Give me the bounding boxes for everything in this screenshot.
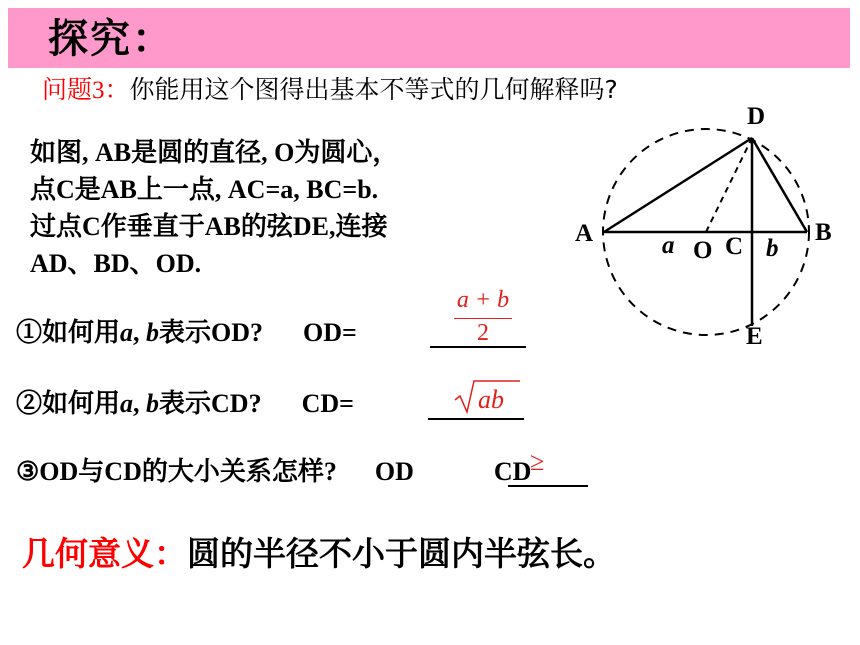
label-b-length: b	[766, 235, 779, 262]
answer-1-fraction	[448, 286, 518, 356]
question-text: 你能用这个图得出基本不等式的几何解释吗?	[129, 75, 618, 104]
cd-lhs: CD=	[301, 389, 354, 418]
answer-blank-2[interactable]	[428, 418, 524, 420]
geometric-meaning-label: 几何意义：	[22, 534, 187, 573]
answer-blank-3[interactable]	[508, 485, 588, 487]
label-o: O	[693, 237, 713, 264]
sub-question-1: ①如何用a, b表示OD? OD=	[16, 318, 357, 347]
label-b: B	[815, 219, 832, 246]
label-e: E	[746, 323, 763, 350]
geometric-meaning	[22, 532, 616, 576]
sub-question-2: ②如何用a, b表示CD? CD=	[16, 389, 354, 418]
problem-statement	[30, 134, 550, 282]
title-banner	[8, 8, 850, 68]
question-3	[42, 72, 618, 109]
label-d: D	[747, 103, 766, 130]
label-a-length: a	[662, 232, 675, 259]
segment-ad	[604, 138, 752, 232]
label-c: C	[725, 233, 744, 260]
geometric-meaning-text: 圆的半径不小于圆内半弦长。	[187, 534, 616, 573]
circle-diagram	[560, 100, 855, 350]
page-title: 探究：	[48, 16, 174, 62]
answer-3: ≥	[530, 447, 545, 476]
label-a: A	[575, 220, 594, 247]
od-lhs: OD=	[303, 318, 357, 347]
question-label: 问题3：	[42, 75, 130, 104]
answer-1-numerator: a + b	[456, 287, 510, 313]
statement-line-1: 如图, AB是圆的直径, O为圆心，	[30, 138, 399, 167]
answer-1-denominator: 2	[477, 320, 489, 346]
statement-line-3: 过点C作垂直于AB的弦DE,连接	[30, 212, 388, 241]
statement-line-4: AD、BD、OD.	[30, 249, 202, 278]
q3-rhs: CD	[493, 457, 532, 486]
statement-line-2: 点C是AB上一点, AC=a, BC=b.	[30, 175, 379, 204]
q3-lhs: OD	[374, 457, 414, 486]
sub-question-3: ③OD与CD的大小关系怎样? OD CD	[16, 457, 532, 486]
answer-2: ab	[478, 385, 504, 414]
